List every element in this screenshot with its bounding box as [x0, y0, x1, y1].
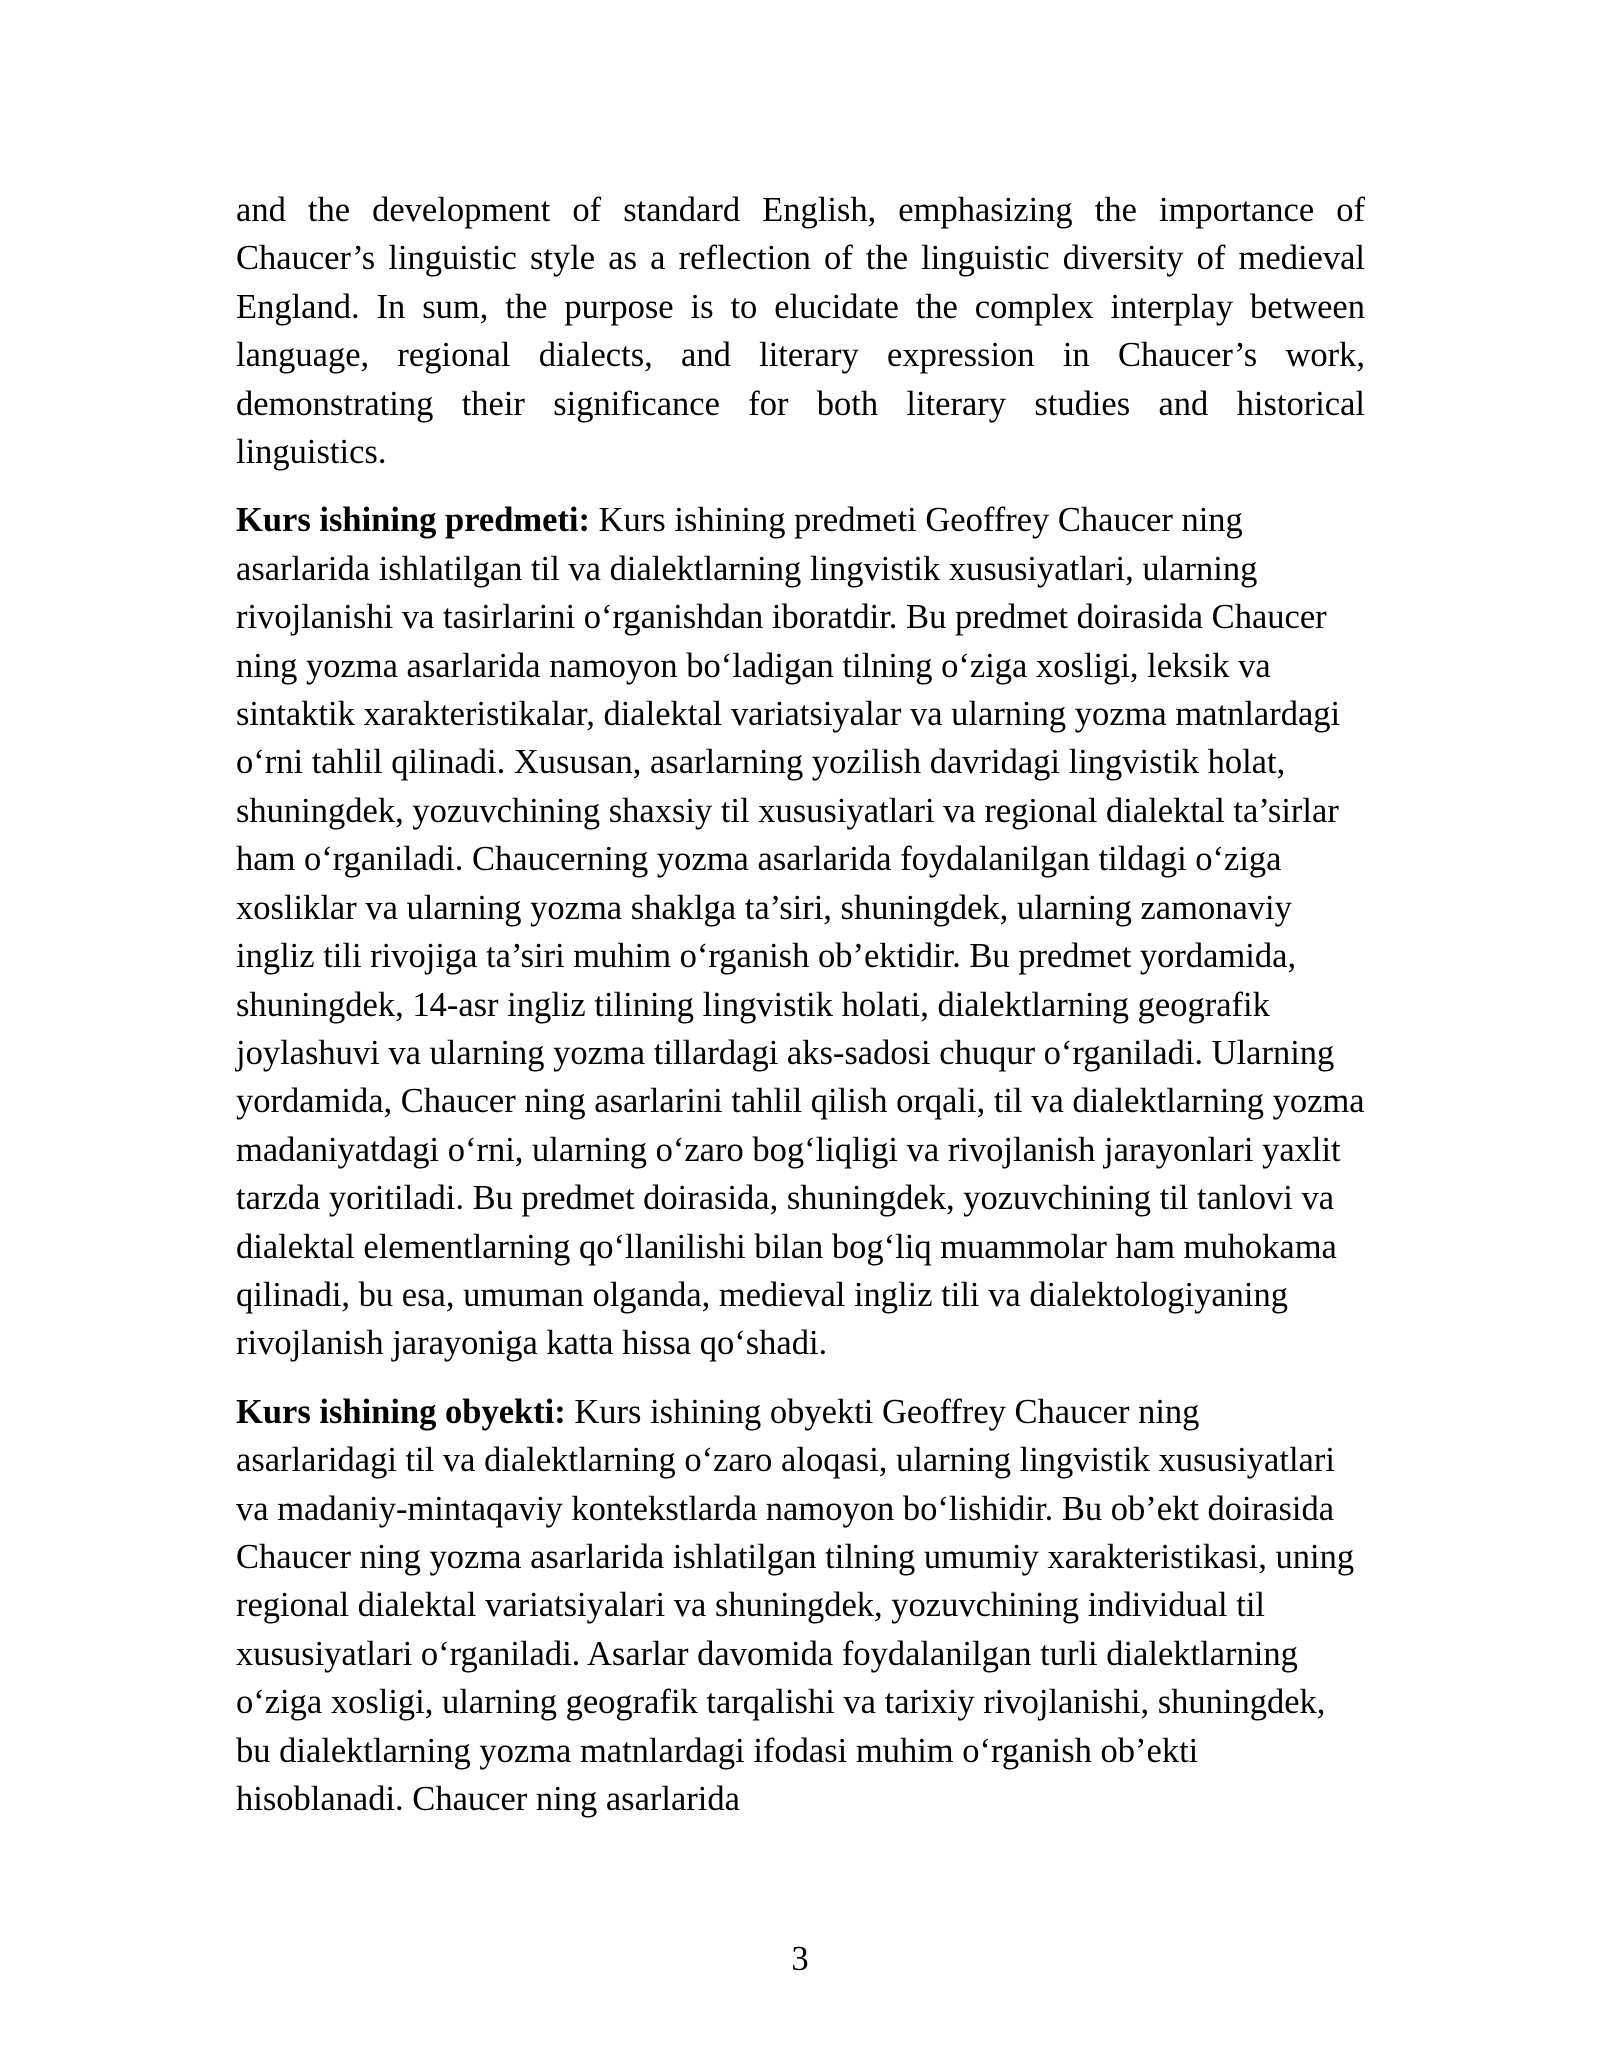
intro-paragraph: and the development of standard English, emphasizing the importance of Chaucer’s linguistic style as a reflection of the linguistic diversity of medieval England. In sum, the purpose is to elucidate the complex interplay between language, regional dialects, and literary expression in Chaucer’s work, demonstrating their significance for both literary studies and historical linguistics.: [236, 191, 1365, 472]
predmeti-paragraph: [236, 496, 1365, 1367]
page-number: 3: [791, 1940, 809, 1978]
obyekti-text: Kurs ishining obyekti Geoffrey Chaucer ning asarlaridagi til va dialektlarning o‘zaro aloqasi, ularning lingvistik xususiyatlari va madaniy-mintaqaviy kontekstlarda namoyon bo‘lishidir. Bu ob’ekt doirasida Chaucer ning yozma asarlarida ishlatilgan tilning umumiy xarakteristikasi, uning regional dialektal variatsiyalari va shuningdek, yozuvchining individual til xususiyatlari o‘rganiladi. Asarlar davomida foydalanilgan turli dialektlarning o‘ziga xosligi, ularning geografik tarqalishi va tarixiy rivojlanishi, shuningdek, bu dialektlarning yozma matnlardagi ifodasi muhim o‘rganish ob’ekti hisoblanadi. Chaucer ning asarlarida: [236, 1392, 1355, 1818]
predmeti-heading: Kurs ishining predmeti:: [236, 501, 590, 540]
obyekti-paragraph: [236, 1388, 1365, 1824]
obyekti-heading: Kurs ishining obyekti:: [236, 1392, 566, 1431]
body-text: [236, 186, 1365, 1823]
predmeti-text: Kurs ishining predmeti Geoffrey Chaucer ning asarlarida ishlatilgan til va dialektlarning lingvistik xususiyatlari, ularning rivojlanishi va tasirlarini o‘rganishdan iboratdir. Bu predmet doirasida Chaucer ning yozma asarlarida namoyon bo‘ladigan tilning o‘ziga xosligi, leksik va sintaktik xarakteristikalar, dialektal variatsiyalar va ularning yozma matnlardagi o‘rni tahlil qilinadi. Xususan, asarlarning yozilish davridagi lingvistik holat, shuningdek, yozuvchining shaxsiy til xususiyatlari va regional dialektal ta’sirlar ham o‘rganiladi. Chaucerning yozma asarlarida foydalanilgan tildagi o‘ziga xosliklar va ularning yozma shaklga ta’siri, shuningdek, ularning zamonaviy ingliz tili rivojiga ta’siri muhim o‘rganish ob’ektidir. Bu predmet yordamida, shuningdek, 14-asr ingliz tilining lingvistik holati, dialektlarning geografik joylashuvi va ularning yozma tillardagi aks-sadosi chuqur o‘rganiladi. Ularning yordamida, Chaucer ning asarlarini tahlil qilish orqali, til va dialektlarning yozma madaniyatdagi o‘rni, ularning o‘zaro bog‘liqligi va rivojlanish jarayonlari yaxlit tarzda yoritiladi. Bu predmet doirasida, shuningdek, yozuvchining til tanlovi va dialektal elementlarning qo‘llanilishi bilan bog‘liq muammolar ham muhokama qilinadi, bu esa, umuman olganda, medieval ingliz tili va dialektologiyaning rivojlanish jarayoniga katta hissa qo‘shadi.: [236, 501, 1365, 1363]
